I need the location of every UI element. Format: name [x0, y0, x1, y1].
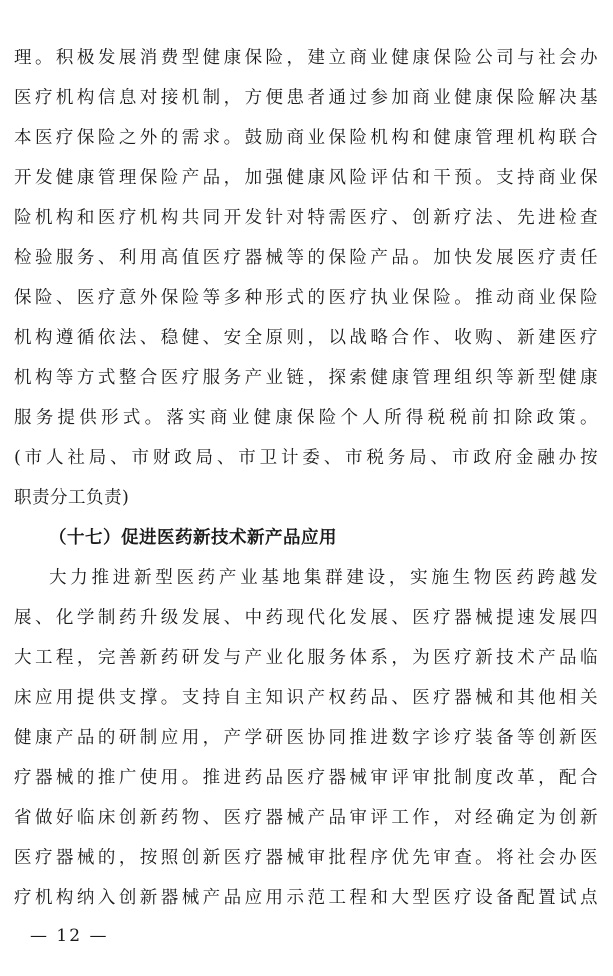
paragraph-line: 大工程，完善新药研发与产业化服务体系，为医疗新技术产品临 [14, 648, 598, 668]
paragraph-line: 展、化学制药升级发展、中药现代化发展、医疗器械提速发展四 [14, 608, 598, 628]
paragraph-line: 检验服务、利用高值医疗器械等的保险产品。加快发展医疗责任 [14, 248, 598, 268]
paragraph-line: 服务提供形式。落实商业健康保险个人所得税税前扣除政策。 [14, 408, 598, 428]
paragraph-line: 职责分工负责) [14, 488, 130, 508]
paragraph-line: 床应用提供支撑。支持自主知识产权药品、医疗器械和其他相关 [14, 688, 598, 708]
paragraph-line: (市人社局、市财政局、市卫计委、市税务局、市政府金融办按 [14, 448, 598, 468]
section-heading: （十七）促进医药新技术新产品应用 [49, 528, 337, 548]
paragraph-line: 险机构和医疗机构共同开发针对特需医疗、创新疗法、先进检查 [14, 208, 598, 228]
paragraph-line: 本医疗保险之外的需求。鼓励商业保险机构和健康管理机构联合 [14, 128, 598, 148]
paragraph-line: 省做好临床创新药物、医疗器械产品审评工作，对经确定为创新 [14, 808, 598, 828]
paragraph-line: 保险、医疗意外保险等多种形式的医疗执业保险。推动商业保险 [14, 288, 598, 308]
paragraph-line: 理。积极发展消费型健康保险，建立商业健康保险公司与社会办 [14, 48, 598, 68]
paragraph-line: 机构等方式整合医疗服务产业链，探索健康管理组织等新型健康 [14, 368, 598, 388]
paragraph-line: 机构遵循依法、稳健、安全原则，以战略合作、收购、新建医疗 [14, 328, 598, 348]
paragraph-line: 健康产品的研制应用，产学研医协同推进数字诊疗装备等创新医 [14, 728, 598, 748]
paragraph-line: 医疗器械的，按照创新医疗器械审批程序优先审查。将社会办医 [14, 848, 598, 868]
paragraph-line: 医疗机构信息对接机制，方便患者通过参加商业健康保险解决基 [14, 88, 598, 108]
paragraph-line: 开发健康管理保险产品，加强健康风险评估和干预。支持商业保 [14, 168, 598, 188]
paragraph-line: 疗机构纳入创新器械产品应用示范工程和大型医疗设备配置试点 [14, 888, 598, 908]
paragraph-line: 大力推进新型医药产业基地集群建设，实施生物医药跨越发 [49, 568, 598, 588]
page-number: — 12 — [30, 926, 109, 946]
paragraph-line: 疗器械的推广使用。推进药品医疗器械审评审批制度改革，配合 [14, 768, 598, 788]
